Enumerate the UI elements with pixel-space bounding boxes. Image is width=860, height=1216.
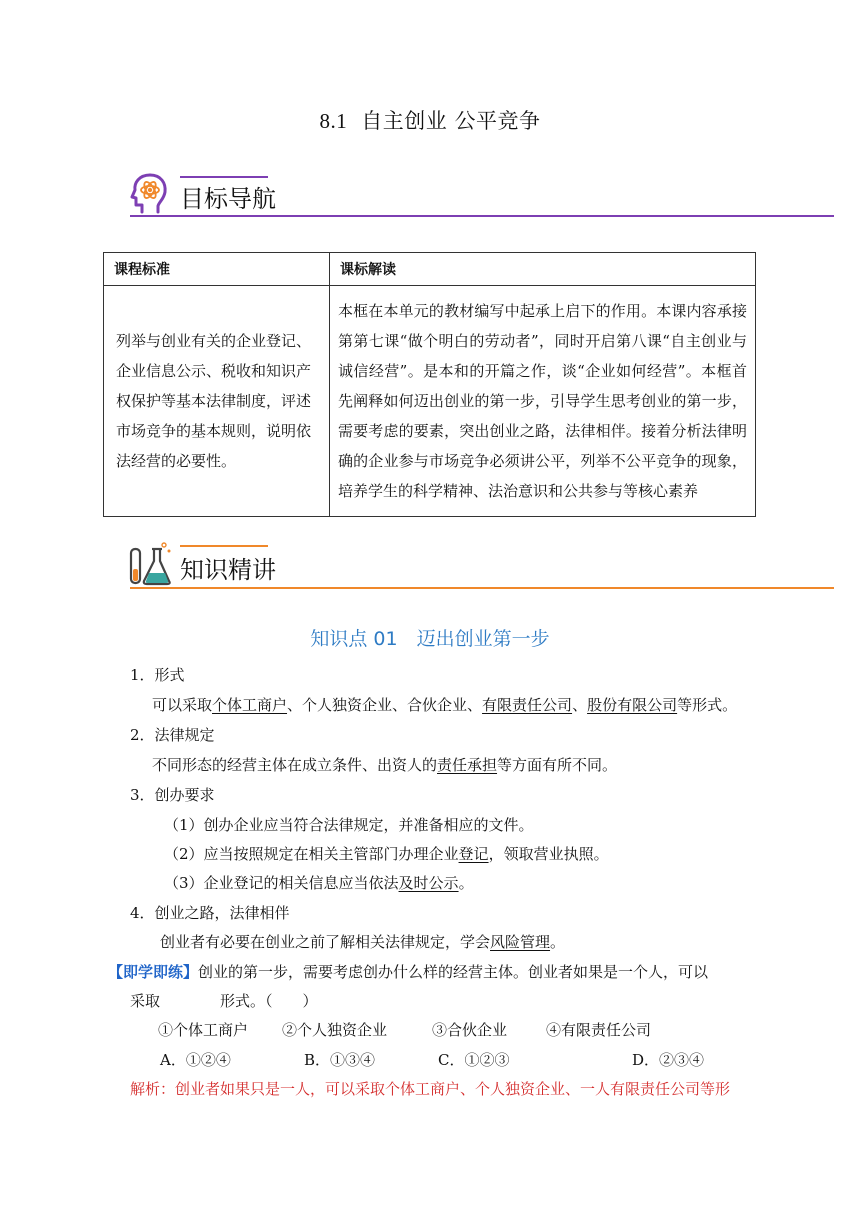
answer-choice-c[interactable]: C．①②③	[438, 1051, 510, 1069]
text: 等方面有所不同。	[497, 756, 618, 774]
point-heading: 4．创业之路，法律相伴	[130, 904, 290, 922]
exercise-analysis: 解析：创业者如果只是一人，可以采取个体工商户、个人独资企业、一人有限责任公司等形	[130, 1080, 731, 1098]
title-text: 自主创业 公平竞争	[361, 109, 541, 133]
text: 。	[458, 874, 474, 892]
key-term: 风险管理	[490, 933, 551, 951]
table-header-row	[104, 253, 756, 286]
key-term: 登记	[458, 845, 489, 863]
section-title-goals: 目标导航	[180, 185, 276, 213]
key-term: 有限责任公司	[482, 696, 573, 714]
section-title-knowledge: 知识精讲	[180, 556, 276, 584]
exercise-option: ④有限责任公司	[546, 1021, 652, 1039]
text: 、个人独资企业、合伙企业、	[287, 696, 483, 714]
table-row	[104, 286, 756, 517]
table-header-interpretation: 课标解读	[330, 253, 756, 286]
section-accent-line	[180, 545, 268, 547]
table-cell-standard: 列举与创业有关的企业登记、企业信息公示、税收和知识产权保护等基本法律制度，评述市场竞争的基本规则，说明依法经营的必要性。	[104, 286, 330, 517]
table-header-standard: 课程标准	[104, 253, 330, 286]
point-item	[164, 843, 609, 864]
answer-choice-d[interactable]: D．②③④	[632, 1051, 705, 1069]
exercise-option: ①个体工商户	[158, 1021, 249, 1039]
text: 等形式。	[677, 696, 738, 714]
curriculum-table	[103, 252, 756, 517]
point-body	[152, 754, 617, 775]
text: 创业者有必要在创业之前了解相关法律规定，学会	[160, 933, 491, 951]
key-term: 及时公示	[398, 874, 459, 892]
text: 、	[572, 696, 588, 714]
exercise-tag: 【即学即练】	[108, 963, 199, 981]
point-heading: 2．法律规定	[130, 726, 215, 744]
exercise-question	[108, 961, 708, 982]
key-term: 个体工商户	[212, 696, 288, 714]
key-term: 股份有限公司	[587, 696, 678, 714]
knowledge-point-title: 知识点 01 迈出创业第一步	[310, 628, 550, 650]
text: 创业的第一步，需要考虑创办什么样的经营主体。创业者如果是一个人，可以	[198, 963, 709, 981]
point-item	[164, 872, 474, 893]
text: 可以采取	[152, 696, 213, 714]
exercise-option: ③合伙企业	[432, 1021, 508, 1039]
point-body	[152, 694, 737, 715]
flask-icon	[128, 541, 174, 587]
point-item: （1）创办企业应当符合法律规定，并准备相应的文件。	[164, 816, 534, 834]
exercise-option: ②个人独资企业	[282, 1021, 388, 1039]
point-body	[160, 931, 565, 952]
answer-choice-a[interactable]: A．①②④	[160, 1051, 231, 1069]
section-number: 8.1	[319, 109, 348, 133]
brain-head-icon	[130, 172, 170, 214]
text: （2）应当按照规定在相关主管部门办理企业	[164, 845, 459, 863]
text: （3）企业登记的相关信息应当依法	[164, 874, 399, 892]
section-accent-line	[180, 176, 268, 178]
key-term: 责任承担	[437, 756, 498, 774]
point-heading: 1．形式	[130, 666, 185, 684]
table-cell-interpretation: 本框在本单元的教材编写中起承上启下的作用。本课内容承接第第七课“做个明白的劳动者”，同时开启第八课“自主创业与诚信经营”。是本和的开篇之作，谈“企业如何经营”。本框首先阐释如何迈出创业的第一步，引导学生思考创业的第一步，需要考虑的要素，突出创业之路，法律相伴。接着分析法律明确的企业参与市场竞争必须讲公平，列举不公平竞争的现象，培养学生的科学精神、法治意识和公共参与等核心素养	[330, 286, 756, 517]
text: 不同形态的经营主体在成立条件、出资人的	[152, 756, 438, 774]
text: 。	[550, 933, 566, 951]
page-title	[0, 105, 860, 135]
point-heading: 3．创办要求	[130, 786, 215, 804]
section-divider	[130, 587, 834, 589]
exercise-question-cont: 采取 形式。（ ）	[130, 992, 318, 1010]
answer-choice-b[interactable]: B．①③④	[304, 1051, 376, 1069]
section-divider	[130, 215, 834, 217]
text: ，领取营业执照。	[488, 845, 609, 863]
